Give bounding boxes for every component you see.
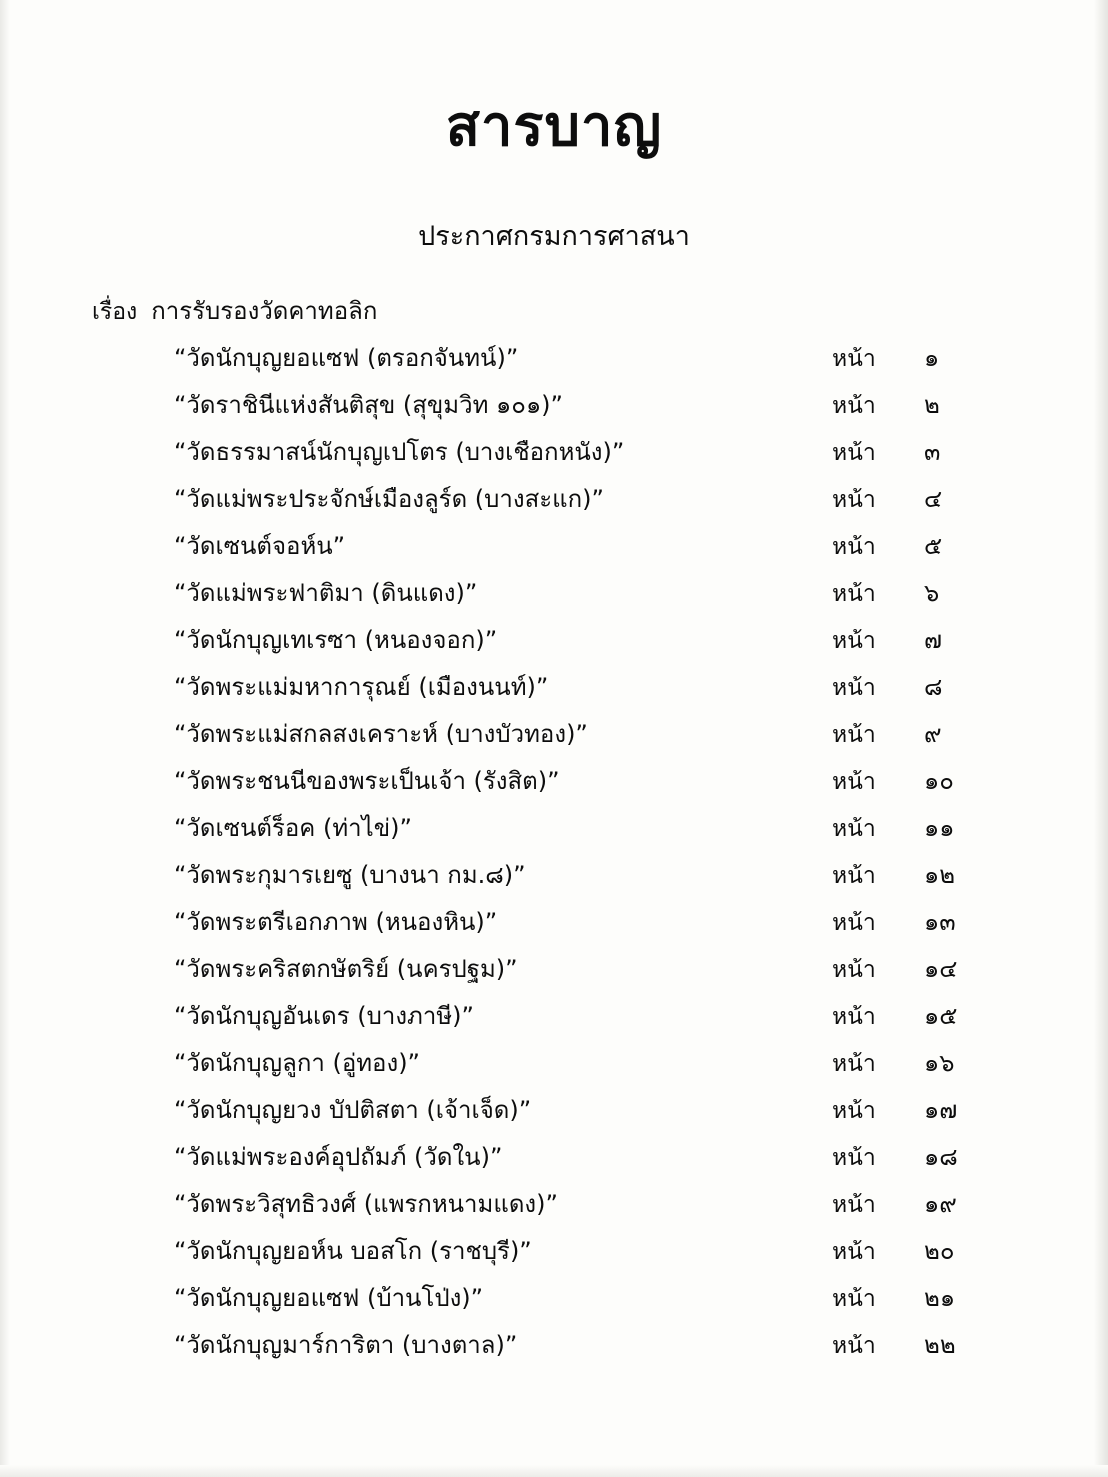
toc-entry[interactable] xyxy=(92,949,1016,996)
toc-entry[interactable] xyxy=(92,1090,1016,1137)
toc-entry-page-label: หน้า xyxy=(832,1285,876,1312)
toc-entry-title: “วัดแม่พระประจักษ์เมืองลูร์ด (บางสะแก)” xyxy=(174,484,604,513)
toc-entry-title: “วัดพระคริสตกษัตริย์ (นครปฐม)” xyxy=(174,954,518,983)
toc-entry-page-number: ๒๐ xyxy=(924,1236,955,1265)
subject-text: การรับรองวัดคาทอลิก xyxy=(151,296,378,325)
toc-entry-page-number: ๔ xyxy=(924,484,943,513)
toc-entry[interactable] xyxy=(92,902,1016,949)
toc-entry[interactable] xyxy=(92,573,1016,620)
toc-entry[interactable] xyxy=(92,1278,1016,1325)
toc-entry-page-label: หน้า xyxy=(832,533,876,560)
toc-entry[interactable] xyxy=(92,1184,1016,1231)
toc-entry-page-number: ๒๑ xyxy=(924,1283,956,1312)
toc-entry-title: “วัดพระชนนีของพระเป็นเจ้า (รังสิต)” xyxy=(174,766,560,795)
toc-entry-page-label: หน้า xyxy=(832,1050,876,1077)
toc-entry-page-label: หน้า xyxy=(832,1144,876,1171)
toc-entry-page-label: หน้า xyxy=(832,1191,876,1218)
toc-entry-page-label: หน้า xyxy=(832,1097,876,1124)
toc-entry[interactable] xyxy=(92,338,1016,385)
toc-entry-page-label: หน้า xyxy=(832,721,876,748)
toc-entry-page-number: ๓ xyxy=(924,437,941,466)
toc-entry-page-number: ๑๕ xyxy=(924,1001,958,1030)
toc-entry-title: “วัดพระแม่มหาการุณย์ (เมืองนนท์)” xyxy=(174,672,549,701)
toc-entry[interactable] xyxy=(92,1231,1016,1278)
toc-entry[interactable] xyxy=(92,761,1016,808)
toc-entry-page-number: ๕ xyxy=(924,531,943,560)
toc-entry-page-label: หน้า xyxy=(832,486,876,513)
toc-entry-title: “วัดนักบุญยอแซฟ (ตรอกจันทน์)” xyxy=(174,343,519,372)
toc-entry-title: “วัดนักบุญเทเรซา (หนองจอก)” xyxy=(174,625,498,654)
toc-entry[interactable] xyxy=(92,1043,1016,1090)
toc-entry[interactable] xyxy=(92,479,1016,526)
document-subtitle: ประกาศกรมการศาสนา xyxy=(418,220,690,252)
toc-entry-title: “วัดพระตรีเอกภาพ (หนองหิน)” xyxy=(174,907,498,936)
toc-entry[interactable] xyxy=(92,808,1016,855)
subject-line xyxy=(92,291,1108,330)
toc-entry-page-number: ๗ xyxy=(924,625,943,654)
toc-entry-title: “วัดนักบุญยวง บัปติสตา (เจ้าเจ็ด)” xyxy=(174,1095,532,1124)
toc-entry-page-label: หน้า xyxy=(832,345,876,372)
toc-entry-page-number: ๑๐ xyxy=(924,766,954,795)
toc-entry[interactable] xyxy=(92,855,1016,902)
toc-entry-page-number: ๑๗ xyxy=(924,1095,958,1124)
toc-entry-title: “วัดเซนต์จอห์น” xyxy=(174,531,346,560)
toc-entry-title: “วัดธรรมาสน์นักบุญเปโตร (บางเชือกหนัง)” xyxy=(174,437,625,466)
toc-entry-title: “วัดราชินีแห่งสันติสุข (สุขุมวิท ๑๐๑)” xyxy=(174,390,563,419)
toc-entry-page-number: ๘ xyxy=(924,672,943,701)
toc-entry-title: “วัดนักบุญมาร์การิตา (บางตาล)” xyxy=(174,1330,518,1359)
page-edge-shadow-bottom xyxy=(0,1465,1108,1477)
toc-entry-title: “วัดนักบุญยอแซฟ (บ้านโป่ง)” xyxy=(174,1283,484,1312)
toc-entry-page-label: หน้า xyxy=(832,627,876,654)
toc-entry[interactable] xyxy=(92,667,1016,714)
toc-entry[interactable] xyxy=(92,385,1016,432)
toc-entry-page-label: หน้า xyxy=(832,1238,876,1265)
toc-entry-title: “วัดพระกุมารเยซู (บางนา กม.๘)” xyxy=(174,860,526,889)
toc-entry-title: “วัดนักบุญอันเดร (บางภาษี)” xyxy=(174,1001,474,1030)
toc-entry-page-label: หน้า xyxy=(832,956,876,983)
toc-entry-page-number: ๖ xyxy=(924,578,940,607)
toc-entry-page-label: หน้า xyxy=(832,392,876,419)
toc-entry[interactable] xyxy=(92,714,1016,761)
toc-entry-page-number: ๒๒ xyxy=(924,1330,956,1359)
toc-entry-title: “วัดนักบุญลูกา (อู่ทอง)” xyxy=(174,1048,420,1077)
page-title: สารบาญ xyxy=(445,94,663,159)
toc-entry-title: “วัดนักบุญยอห์น บอสโก (ราชบุรี)” xyxy=(174,1236,532,1265)
toc-entry[interactable] xyxy=(92,432,1016,479)
toc-entry-page-label: หน้า xyxy=(832,815,876,842)
toc-entry-page-number: ๑๓ xyxy=(924,907,956,936)
toc-entry[interactable] xyxy=(92,1137,1016,1184)
toc-entry-page-label: หน้า xyxy=(832,768,876,795)
toc-entry-page-number: ๒ xyxy=(924,390,940,419)
toc-entry[interactable] xyxy=(92,1325,1016,1372)
toc-entry-title: “วัดแม่พระองค์อุปถัมภ์ (วัดใน)” xyxy=(174,1142,503,1171)
toc-entry-title: “วัดเซนต์ร็อค (ท่าไข่)” xyxy=(174,813,412,842)
toc-entry-page-label: หน้า xyxy=(832,1003,876,1030)
toc-entry-page-number: ๑๑ xyxy=(924,813,955,842)
toc-entry-title: “วัดพระแม่สกลสงเคราะห์ (บางบัวทอง)” xyxy=(174,719,588,748)
subject-label: เรื่อง xyxy=(92,298,138,325)
toc-entry-page-label: หน้า xyxy=(832,862,876,889)
toc-entry-page-label: หน้า xyxy=(832,439,876,466)
toc-entry-page-label: หน้า xyxy=(832,1332,876,1359)
toc-entry-page-number: ๑๒ xyxy=(924,860,956,889)
toc-entry[interactable] xyxy=(92,620,1016,667)
toc-entry-title: “วัดพระวิสุทธิวงศ์ (แพรกหนามแดง)” xyxy=(174,1189,558,1218)
toc-entry-page-number: ๑ xyxy=(924,343,940,372)
toc-entry[interactable] xyxy=(92,996,1016,1043)
toc-entry-page-number: ๑๘ xyxy=(924,1142,958,1171)
toc-entry-page-label: หน้า xyxy=(832,909,876,936)
toc-entry-page-label: หน้า xyxy=(832,674,876,701)
toc-entry-page-number: ๑๔ xyxy=(924,954,958,983)
toc-entry-page-label: หน้า xyxy=(832,580,876,607)
toc-entry-page-number: ๑๙ xyxy=(924,1189,957,1218)
toc-entry-page-number: ๑๖ xyxy=(924,1048,955,1077)
toc-entry[interactable] xyxy=(92,526,1016,573)
toc-entry-title: “วัดแม่พระฟาติมา (ดินแดง)” xyxy=(174,578,478,607)
table-of-contents xyxy=(92,338,1016,1372)
toc-entry-page-number: ๙ xyxy=(924,719,942,748)
